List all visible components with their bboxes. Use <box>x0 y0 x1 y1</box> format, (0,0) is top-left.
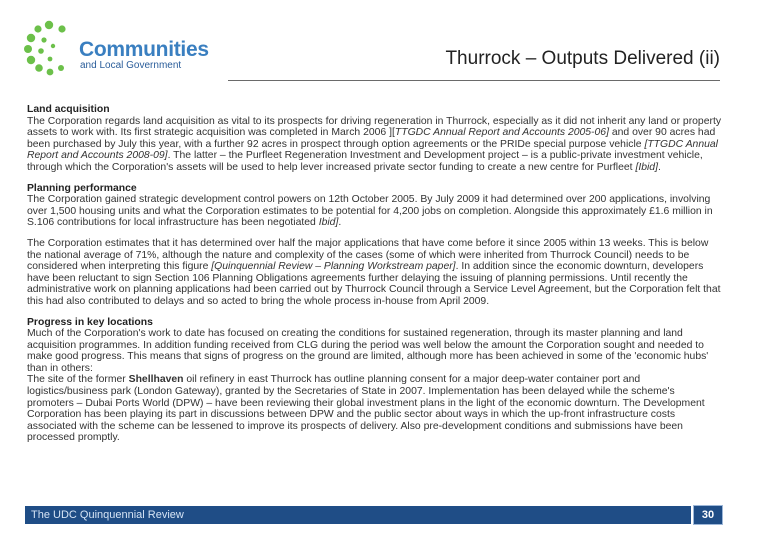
land-source-2: [TTGDC Annual Report and Accounts 2008-09] <box>27 138 718 162</box>
estimate-source-1: [Quinquennial Review – Planning Workstream paper] <box>211 261 456 273</box>
footer-text: The UDC Quinquennial Review <box>31 509 184 521</box>
land-acquisition-paragraph <box>27 104 723 174</box>
land-source-3: [Ibid] <box>635 161 658 173</box>
planning-text-2: . <box>338 217 342 229</box>
land-source-1: TTGDC Annual Report and Accounts 2005-06] <box>394 127 609 139</box>
land-text-3: . The latter – the Purfleet Regeneration Investment and Development project – is a public-private investment vehicle, through which the Corporation's assets will be used to help lever increased private sector funding to create a new centre for Purfleet <box>27 150 703 173</box>
progress-text-1: Much of the Corporation's work to date has focused on creating the conditions for sustained regeneration, through its master planning and land acquisition programmes. In addition funding received from CLG during the period was well below the amount the Corporation sought and needed to make good progress. This means that signs of progress on the ground are limited, although more has been achieved in some of the 'economic hubs' than in others: <box>27 328 709 374</box>
page-title: Thurrock – Outputs Delivered (ii) <box>445 48 720 69</box>
logo-dots-icon <box>22 18 78 80</box>
planning-performance-heading: Planning performance <box>27 182 137 194</box>
logo-subtitle: and Local Government <box>80 60 182 71</box>
progress-text-3: oil refinery in east Thurrock has outline planning consent for a major deep-water container port and logistics/business park (London Gateway), granted by the Secretaries of State in 2007. Implementation has been delayed while the scheme's promoters – Dubai Ports World (DPW) – have been reviewing their global investment plans in the light of the economic downturn. The Development Corporation has been playing its part in discussions between DPW and the public sector about ways in which the up-front infrastructure costs associated with the scheme can be lessened to improve its prospects of delivery. Also pre-development conditions and submissions have been processed promptly. <box>27 374 705 444</box>
page-number: 30 <box>701 509 715 521</box>
page-number-box <box>693 505 723 525</box>
land-text-1: The Corporation regards land acquisition as vital to its prospects for driving regeneration in Thurrock, especially as it did not inherit any land or property assets to work with. Its first strategic acquisition was completed in March 2006 ][ <box>27 115 722 139</box>
progress-text-2: The site of the former <box>27 374 129 386</box>
footer-bar <box>25 506 691 524</box>
planning-text-1: The Corporation gained strategic development control powers on 12th October 2005. By July 2009 it had determined over 200 applications, involving over 1,500 housing units and what the Corporation estimates to be potential for 4,200 jobs on completion. Alongside this approximately £1.6 million in S.106 contributions for local infrastructure has been negotiated <box>27 194 713 229</box>
estimate-text-2: . In addition since the economic downturn, developers have been reluctant to sign Section 106 Planning Obligations agreements further delaying the issuing of planning permissions. Until recently the administrative work on planning applications had been carried out by Thurrock Council through a Service Level Agreement, but the Corporation felt that this had also contributed to delays and so acted to bring the whole process in-house from April 2009. <box>27 261 721 307</box>
progress-paragraph <box>27 317 723 445</box>
planning-source-1: Ibid] <box>318 217 339 229</box>
shellhaven-name: Shellhaven <box>128 374 184 386</box>
body-text <box>27 104 723 453</box>
planning-estimate-paragraph <box>27 238 723 308</box>
planning-performance-paragraph <box>27 183 723 229</box>
title-divider <box>228 80 720 81</box>
land-text-4: . <box>657 161 661 173</box>
progress-heading: Progress in key locations <box>27 316 153 328</box>
logo-name: Communities <box>79 38 209 61</box>
estimate-text-1: The Corporation estimates that it has determined over half the major applications that have come before it since 2005 within 13 weeks. This is below the national average of 71%, although the nature and complexity of the cases (some of which were inherited from Thurrock Council) needs to be considered when interpreting this figure <box>27 237 709 273</box>
communities-logo <box>22 18 222 80</box>
land-acquisition-heading: Land acquisition <box>27 104 110 115</box>
land-text-2: and over 90 acres had been purchased by July this year, with a further 92 acres in prospect through option agreements or the PRIDe special purpose vehicle <box>27 127 716 150</box>
